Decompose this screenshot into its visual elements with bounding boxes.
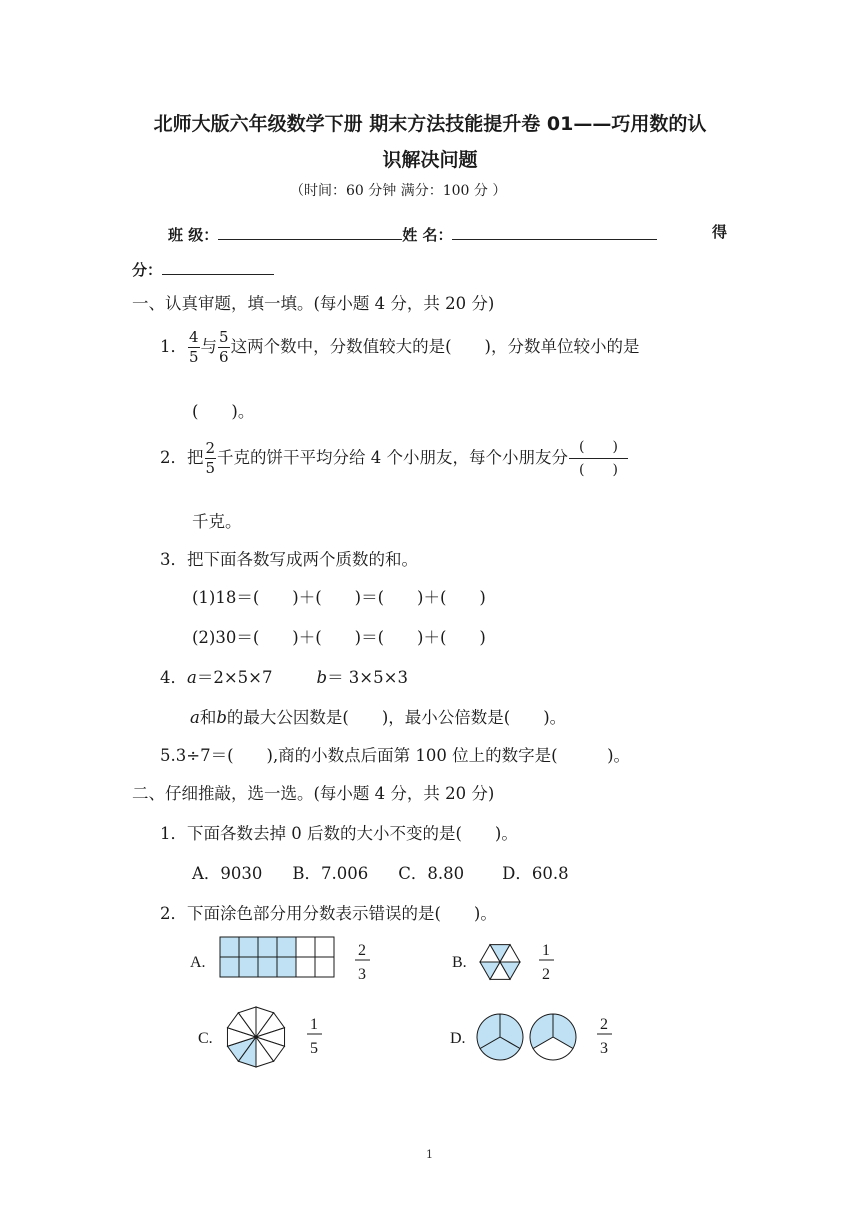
option-b[interactable]: B．7.006 — [292, 864, 369, 883]
question-1-4-line2 — [190, 704, 566, 728]
q2-number: 2．把 — [160, 448, 204, 467]
grid-cell — [315, 937, 334, 957]
figure-a-grid — [220, 937, 334, 977]
page-title — [110, 106, 750, 178]
answer-fraction-blank[interactable]: $\frac{( )}{( )}$ — [569, 440, 628, 477]
question-2-1-options — [192, 860, 569, 884]
name-field[interactable] — [452, 221, 657, 240]
figure-b-hexagon — [480, 945, 520, 980]
grid-cell — [296, 937, 315, 957]
question-1-1-cont: ( )。 — [192, 402, 255, 421]
grid-cell — [220, 937, 239, 957]
question-1-3-sub2: (2)30＝( )＋( )＝( )＋( ) — [192, 628, 486, 647]
figure-a-denominator: 3 — [358, 966, 366, 983]
question-2-2: 2．下面涂色部分用分数表示错误的是( )。 — [160, 904, 497, 923]
score-field[interactable] — [162, 256, 274, 275]
question-1-2 — [160, 440, 629, 477]
figure-c-decagon — [227, 1007, 284, 1067]
b-expression: ＝ 3×5×3 — [327, 668, 408, 687]
page-number: 1 — [426, 1148, 433, 1161]
option-a[interactable]: A．9030 — [192, 864, 263, 883]
q4-text: 的最大公因数是( )，最小公倍数是( )。 — [226, 708, 567, 727]
fraction-2-5: $\frac{2}{5}$ — [205, 439, 216, 477]
figure-a-label: A. — [190, 954, 206, 971]
option-c[interactable]: C．8.80 — [398, 864, 465, 883]
question-1-5: 5.3÷7＝( ),商的小数点后面第 100 位上的数字是( )。 — [160, 746, 631, 765]
question-1-4 — [160, 664, 408, 688]
option-d[interactable]: D．60.8 — [502, 864, 569, 883]
q2-text: 千克的饼干平均分给 4 个小朋友，每个小朋友分 — [217, 448, 569, 467]
figure-b-label: B. — [452, 954, 467, 971]
q1-text: 这两个数中，分数值较大的是( )，分数单位较小的是 — [230, 337, 640, 356]
question-1-3-sub1: (1)18＝( )＋( )＝( )＋( ) — [192, 588, 486, 607]
figure-d-label: D. — [450, 1030, 466, 1047]
grid-cell — [258, 957, 277, 977]
student-info-row — [168, 221, 657, 245]
fraction-figures — [180, 925, 660, 1075]
var-a-2: a — [190, 708, 200, 727]
score-label-a: 得 — [712, 223, 728, 241]
question-1-1 — [160, 330, 639, 365]
grid-cell — [296, 957, 315, 977]
grid-cell — [258, 937, 277, 957]
grid-cell — [239, 957, 258, 977]
section-2-heading: 二、仔细推敲，选一选。(每小题 4 分，共 20 分) — [132, 784, 495, 803]
figure-c-label: C. — [198, 1030, 213, 1047]
title-line-2: 识解决问题 — [382, 149, 478, 171]
a-expression: ＝2×5×7 — [196, 668, 273, 687]
grid-cell — [277, 937, 296, 957]
figure-c-denominator: 5 — [310, 1040, 318, 1057]
score-row — [132, 256, 274, 280]
question-1-3: 3．把下面各数写成两个质数的和。 — [160, 550, 418, 569]
time-info: （时间：60 分钟 满分：100 分 ） — [290, 183, 507, 199]
figure-d-numerator: 2 — [600, 1016, 608, 1033]
grid-cell — [220, 957, 239, 977]
q1-number: 1． — [160, 337, 187, 356]
q4-number: 4． — [160, 668, 187, 687]
q4-connector: 和 — [199, 708, 217, 727]
grid-cell — [315, 957, 334, 977]
figure-d-circle-2 — [530, 1014, 576, 1060]
figure-d-denominator: 3 — [600, 1040, 608, 1057]
fraction-4-5: $\frac{4}{5}$ — [189, 328, 199, 366]
fraction-5-6: $\frac{5}{6}$ — [219, 328, 229, 366]
figure-d-circle-1 — [477, 1014, 523, 1060]
grid-cell — [239, 937, 258, 957]
figure-b-denominator: 2 — [542, 966, 550, 983]
question-2-1: 1．下面各数去掉 0 后数的大小不变的是( )。 — [160, 824, 518, 843]
class-label: 班 级： — [168, 226, 219, 244]
score-label-b: 分： — [132, 261, 163, 279]
var-a: a — [187, 668, 197, 687]
figure-a-numerator: 2 — [358, 942, 366, 959]
figure-b-numerator: 1 — [542, 942, 550, 959]
section-1-heading: 一、认真审题，填一填。(每小题 4 分，共 20 分) — [132, 294, 495, 313]
q1-connector: 与 — [200, 337, 218, 356]
var-b: b — [316, 668, 328, 687]
var-b-2: b — [216, 708, 227, 727]
grid-cell — [277, 957, 296, 977]
class-field[interactable] — [218, 221, 402, 240]
title-line-1: 北师大版六年级数学下册 期末方法技能提升卷 01——巧用数的认 — [153, 113, 707, 135]
name-label: 姓 名： — [402, 226, 453, 244]
question-1-2-cont: 千克。 — [192, 512, 242, 531]
figure-c-numerator: 1 — [310, 1016, 318, 1033]
